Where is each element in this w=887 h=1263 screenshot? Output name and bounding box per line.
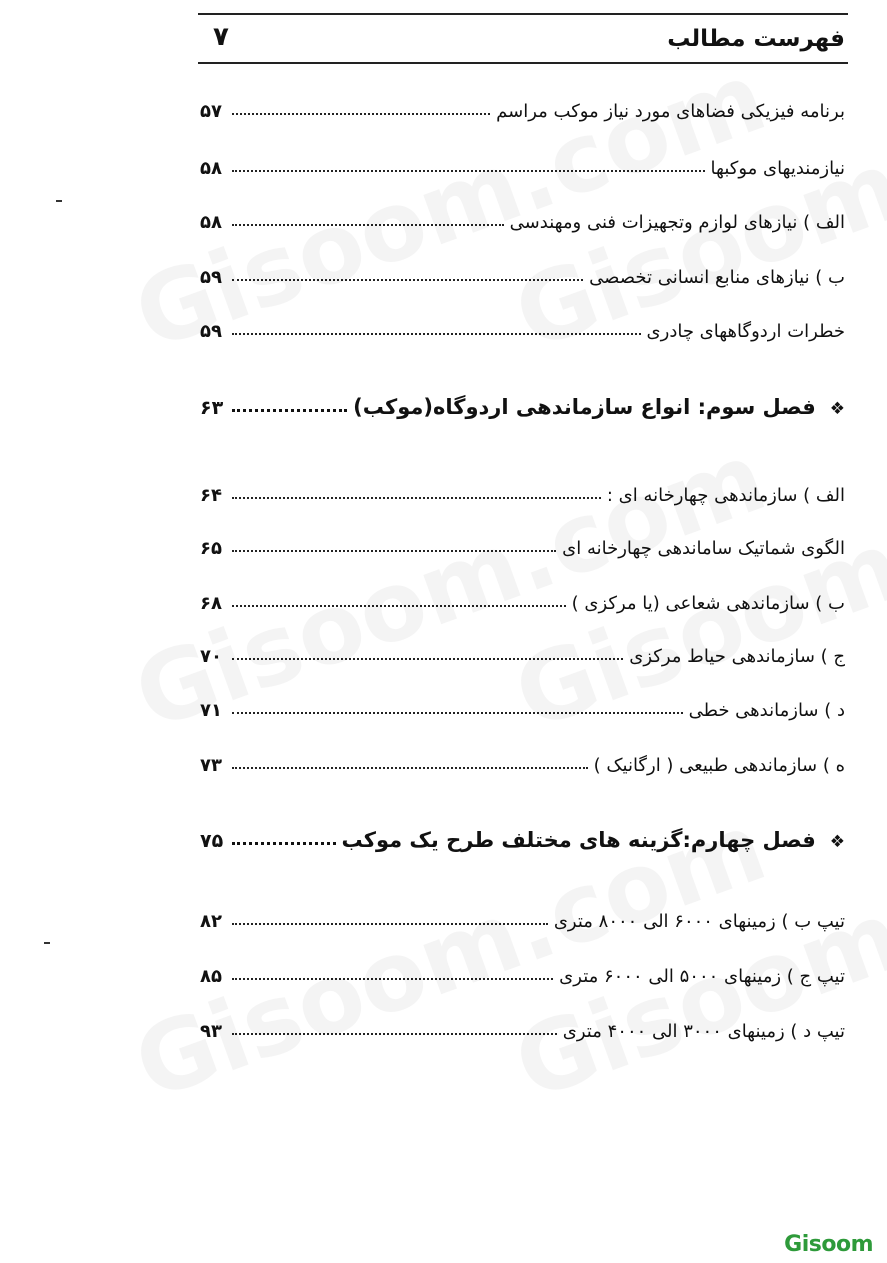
- toc-entry-text: تیپ ب ) زمینهای ۶۰۰۰ الی ۸۰۰۰ متری: [553, 911, 845, 932]
- page-title: فهرست مطالب: [667, 26, 845, 52]
- toc-leader-dots: [232, 497, 601, 499]
- toc-page-number: ۷۰: [200, 646, 222, 667]
- toc-page-number: ۵۸: [200, 158, 222, 179]
- toc-row: [200, 898, 845, 932]
- toc-leader-dots: [232, 923, 548, 925]
- toc-page-number: ۵۷: [200, 101, 222, 122]
- toc-entry-text: الف ) نیازهای لوازم وتجهیزات فنی ومهندسی: [509, 212, 845, 233]
- toc-page-number: ۵۸: [200, 212, 222, 233]
- toc-entry-text: تیپ ج ) زمینهای ۵۰۰۰ الی ۶۰۰۰ متری: [559, 966, 845, 987]
- toc-row: [200, 580, 845, 614]
- toc-page-number: ۶۴: [200, 485, 222, 506]
- toc-entry-text: الف ) سازماندهی چهارخانه ای :: [606, 485, 845, 506]
- toc-leader-dots: [232, 767, 588, 769]
- toc-row: [200, 1008, 845, 1042]
- toc-row: [200, 742, 845, 776]
- header-page-number: ۷: [213, 22, 229, 52]
- toc-row: [200, 254, 845, 288]
- toc-page-number: ۸۵: [200, 966, 222, 987]
- toc-leader-dots: [232, 224, 504, 226]
- toc-leader-dots: [232, 712, 683, 714]
- toc-entry-text: د ) سازماندهی خطی: [688, 700, 845, 721]
- toc-entry-text: ه ) سازماندهی طبیعی ( ارگانیک ): [593, 755, 845, 776]
- toc-row: [200, 199, 845, 233]
- header-bottom-rule: [198, 62, 848, 64]
- toc-entry-text: الگوی شماتیک ساماندهی چهارخانه ای: [562, 538, 845, 559]
- toc-leader-dots: [232, 1033, 557, 1035]
- scan-speck: [56, 200, 62, 202]
- toc-page-number: ۸۲: [200, 911, 222, 932]
- toc-entry-text: نیازمندیهای موکبها: [710, 158, 845, 179]
- toc-leader-dots: [232, 333, 641, 335]
- toc-page-number: ۵۹: [200, 321, 222, 342]
- toc-page-number: ۶۵: [200, 538, 222, 559]
- toc-leader-dots: [232, 409, 347, 412]
- toc-entry-text: ب ) نیازهای منابع انسانی تخصصی: [589, 267, 845, 288]
- chapter-diamond-icon: ❖: [829, 832, 845, 852]
- toc-chapter-row: [200, 818, 845, 852]
- toc-row: [200, 145, 845, 179]
- toc-page-number: ۶۸: [200, 593, 222, 614]
- toc-row: [200, 633, 845, 667]
- toc-leader-dots: [232, 170, 705, 172]
- toc-row: [200, 472, 845, 506]
- chapter-diamond-icon: ❖: [829, 399, 845, 419]
- toc-row: [200, 308, 845, 342]
- scan-speck: [44, 942, 50, 944]
- toc-leader-dots: [232, 605, 566, 607]
- toc-leader-dots: [232, 658, 623, 660]
- toc-page-number: ۶۳: [200, 397, 224, 419]
- toc-page-number: ۷۱: [200, 700, 222, 721]
- toc-entry-text: فصل چهارم:گزینه های مختلف طرح یک موکب: [341, 828, 816, 852]
- toc-leader-dots: [232, 978, 553, 980]
- toc-leader-dots: [232, 550, 556, 552]
- toc-row: [200, 525, 845, 559]
- toc-row: [200, 953, 845, 987]
- toc-leader-dots: [232, 113, 490, 115]
- toc-entry-text: ب ) سازماندهی شعاعی (یا مرکزی ): [571, 593, 845, 614]
- toc-entry-text: خطرات اردوگاههای چادری: [646, 321, 845, 342]
- toc-entry-text: فصل سوم: انواع سازماندهی اردوگاه(موکب): [353, 395, 816, 419]
- toc-chapter-row: [200, 385, 845, 419]
- toc-entry-text: تیپ د ) زمینهای ۳۰۰۰ الی ۴۰۰۰ متری: [562, 1021, 845, 1042]
- toc-entry-text: ج ) سازماندهی حیاط مرکزی: [629, 646, 845, 667]
- header-top-rule: [198, 13, 848, 15]
- toc-entry-text: برنامه فیزیکی فضاهای مورد نیاز موکب مراسم: [496, 101, 845, 122]
- toc-page-number: ۵۹: [200, 267, 222, 288]
- toc-row: [200, 687, 845, 721]
- brand-logo: Gisoom: [784, 1232, 873, 1257]
- toc-page-number: ۹۳: [200, 1021, 222, 1042]
- toc-page-number: ۷۳: [200, 755, 222, 776]
- toc-page-number: ۷۵: [200, 830, 224, 852]
- toc-row: [200, 88, 845, 122]
- toc-leader-dots: [232, 279, 583, 281]
- toc-leader-dots: [232, 842, 336, 845]
